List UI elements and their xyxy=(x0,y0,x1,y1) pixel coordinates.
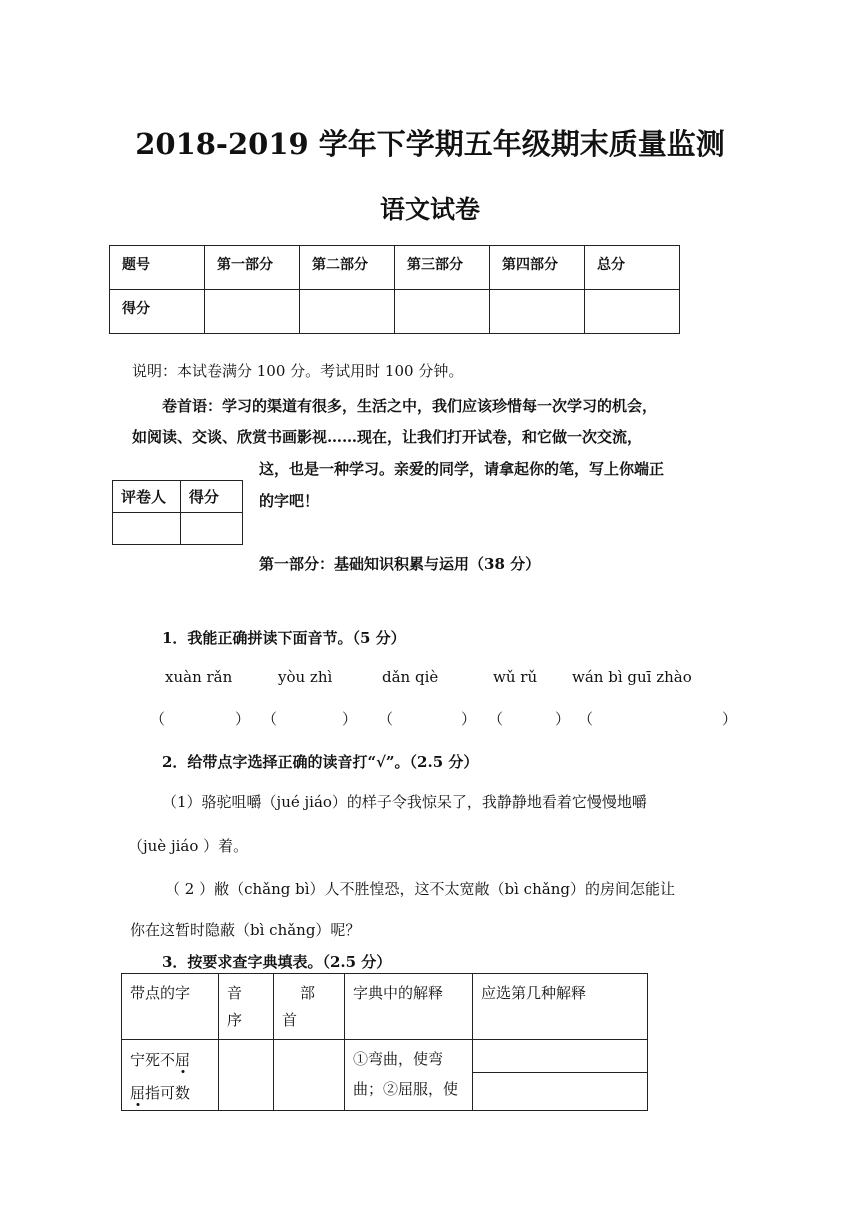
preface-line: 这，也是一种学习。亲爱的同学，请拿起你的笔，写上你端正 xyxy=(259,460,665,478)
answer-blank-open: （ xyxy=(262,710,278,728)
dotted-char: 屈 xyxy=(130,1084,146,1102)
dict-header-choice: 应选第几种解释 xyxy=(473,974,648,1040)
dict-header-char: 带点的字 xyxy=(122,974,219,1040)
answer-blank-close: ） xyxy=(461,710,477,728)
dict-header-radical-2: 首 xyxy=(282,1011,298,1029)
answer-blank-close: ） xyxy=(722,710,738,728)
dict-word-2-text: 指可数 xyxy=(145,1084,191,1102)
grader-input-cell[interactable] xyxy=(113,513,181,545)
dict-header-order-2: 序 xyxy=(227,1011,243,1029)
q3-title: 3．按要求查字典填表。（2.5 分） xyxy=(162,953,392,971)
score-table xyxy=(109,245,680,334)
part1-heading: 第一部分：基础知识积累与运用（38 分） xyxy=(259,555,541,573)
grader-input-cell[interactable] xyxy=(180,513,242,545)
preface-line: 卷首语：学习的渠道有很多，生活之中，我们应该珍惜每一次学习的机会， xyxy=(162,397,658,415)
pinyin-item: dǎn qiè xyxy=(382,668,439,686)
answer-blank-open: （ xyxy=(578,710,594,728)
answer-blank-close: ） xyxy=(555,710,571,728)
pinyin-item: wǔ rǔ xyxy=(493,668,538,686)
score-header-cell: 第二部分 xyxy=(300,246,395,290)
answer-blank-close: ） xyxy=(342,710,358,728)
dict-header-order xyxy=(219,974,274,1040)
dotted-char: 屈 xyxy=(175,1051,191,1069)
score-header-cell: 第三部分 xyxy=(395,246,490,290)
q2-sentence-2: （ 2 ）敝（chǎng bì）人不胜惶恐，这不太宽敞（bì chǎng）的房间怎能让 xyxy=(165,880,675,898)
q2-title: 2．给带点字选择正确的读音打“√”。（2.5 分） xyxy=(162,753,479,771)
dict-explain-line: ①弯曲，使弯 xyxy=(353,1050,444,1068)
grader-table xyxy=(112,480,243,545)
dict-order-input[interactable] xyxy=(219,1040,274,1111)
score-input-cell[interactable] xyxy=(585,290,680,334)
dict-header-radical-1: 部 xyxy=(300,984,316,1002)
score-header-cell: 第一部分 xyxy=(205,246,300,290)
q1-title: 1．我能正确拼读下面音节。（5 分） xyxy=(162,629,406,647)
q2-sentence-1-cont: （juè jiáo ）着。 xyxy=(128,837,249,855)
preface-line: 的字吧！ xyxy=(259,492,320,510)
score-input-cell[interactable] xyxy=(205,290,300,334)
exam-subtitle: 语文试卷 xyxy=(379,195,480,224)
score-header-cell: 题号 xyxy=(110,246,205,290)
preface-line: 如阅读、交谈、欣赏书画影视……现在，让我们打开试卷，和它做一次交流， xyxy=(132,428,643,446)
dict-choice-input[interactable] xyxy=(473,1073,647,1103)
dict-word-2 xyxy=(130,1077,212,1110)
exam-note: 说明：本试卷满分 100 分。考试用时 100 分钟。 xyxy=(132,362,464,380)
dictionary-table xyxy=(121,973,648,1111)
answer-blank-close: ） xyxy=(235,710,251,728)
dict-explain-cell xyxy=(345,1040,473,1111)
answer-blank-open: （ xyxy=(488,710,504,728)
pinyin-item: yòu zhì xyxy=(278,668,333,686)
q2-sentence-2-cont: 你在这暂时隐蔽（bì chǎng）呢？ xyxy=(130,921,361,939)
pinyin-item: wán bì guī zhào xyxy=(572,668,692,686)
dict-header-order-1: 音 xyxy=(227,984,243,1002)
dict-radical-input[interactable] xyxy=(274,1040,345,1111)
dict-word-cell xyxy=(122,1040,219,1111)
dict-word-1-text: 宁死不 xyxy=(130,1051,176,1069)
grader-label: 评卷人 xyxy=(113,481,181,513)
score-row-label: 得分 xyxy=(110,290,205,334)
q2-sentence-1: （1）骆驼咀嚼（jué jiáo）的样子令我惊呆了，我静静地看着它慢慢地嚼 xyxy=(162,793,647,811)
dict-choice-input[interactable] xyxy=(473,1040,647,1073)
pinyin-item: xuàn rǎn xyxy=(165,668,233,686)
answer-blank-open: （ xyxy=(150,710,166,728)
score-header-cell: 总分 xyxy=(585,246,680,290)
dict-choice-cell xyxy=(473,1040,648,1111)
answer-blank-open: （ xyxy=(378,710,394,728)
score-input-cell[interactable] xyxy=(395,290,490,334)
grader-score-label: 得分 xyxy=(180,481,242,513)
score-input-cell[interactable] xyxy=(490,290,585,334)
score-input-cell[interactable] xyxy=(300,290,395,334)
dict-header-explain: 字典中的解释 xyxy=(345,974,473,1040)
score-header-cell: 第四部分 xyxy=(490,246,585,290)
dict-explain-line: 曲；②屈服，使 xyxy=(353,1080,459,1098)
dict-word-1 xyxy=(130,1044,212,1077)
dict-header-radical xyxy=(274,974,345,1040)
exam-title: 2018-2019 学年下学期五年级期末质量监测 xyxy=(135,127,725,161)
